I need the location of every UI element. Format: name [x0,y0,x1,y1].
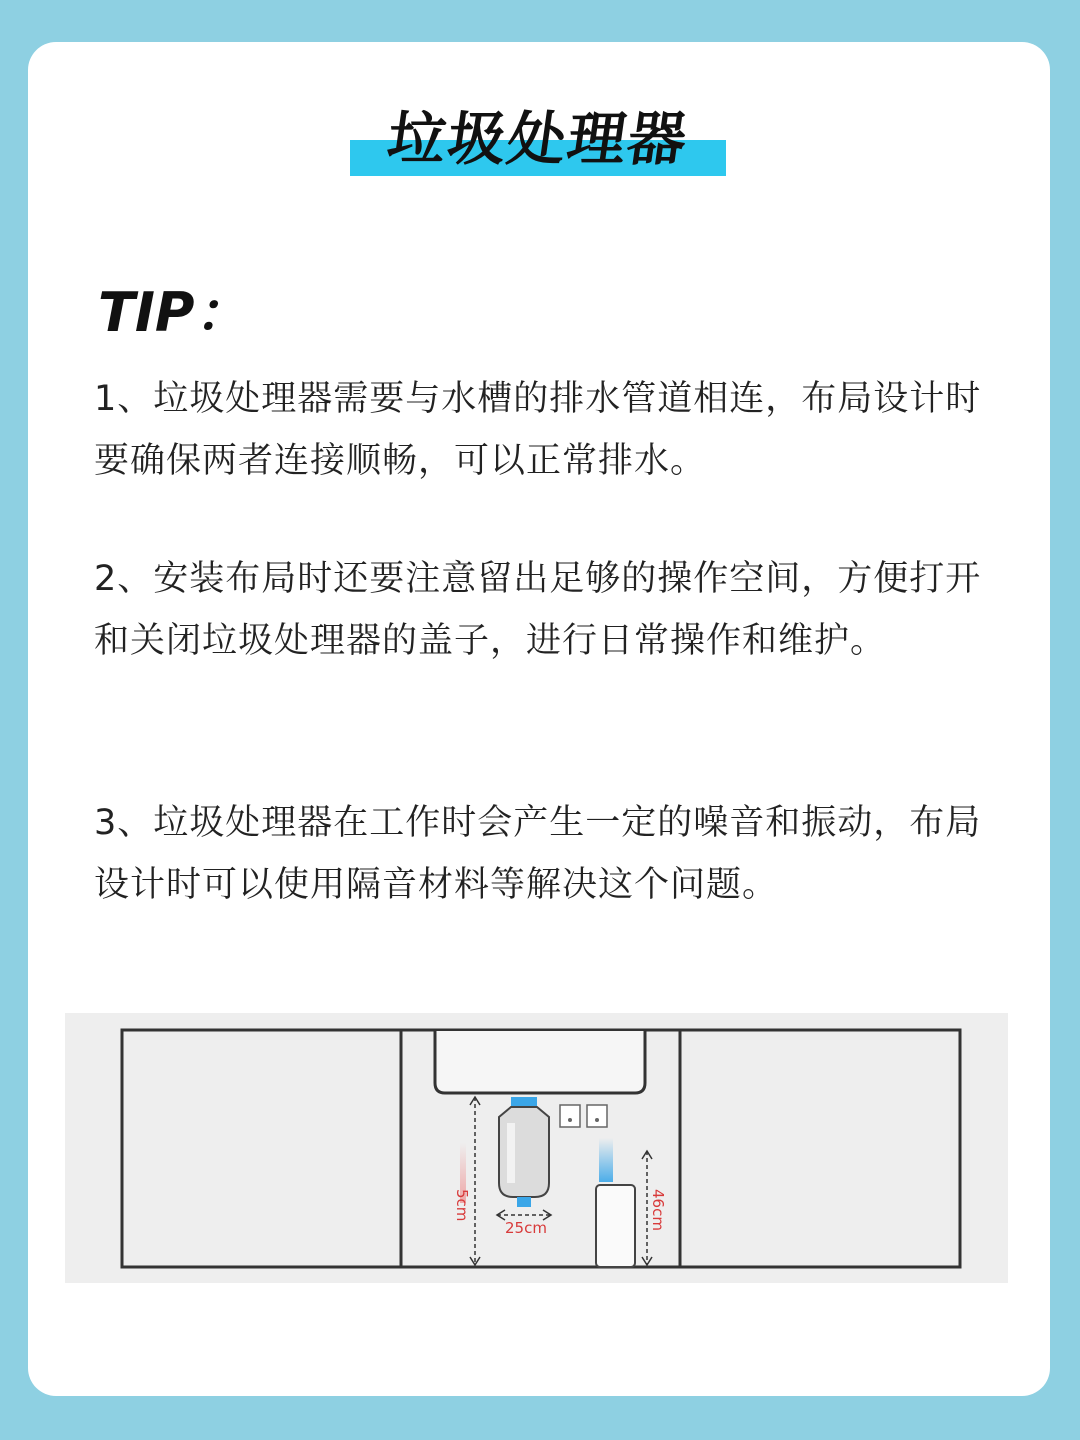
tip-paragraph-1: 1、垃圾处理器需要与水槽的排水管道相连，布局设计时要确保两者连接顺畅，可以正常排水。 [94,379,982,481]
power-socket-1 [560,1105,580,1127]
disposer-neck [511,1097,537,1107]
water-purifier [596,1185,635,1267]
power-socket-2 [587,1105,607,1127]
tip-paragraph-2: 2、安装布局时还要注意留出足够的操作空间，方便打开和关闭垃圾处理器的盖子，进行日常操作和维护。 [94,559,982,661]
water-pipe-glow [599,1138,613,1182]
disposer-outlet [517,1197,531,1207]
tip-label: TIP： [98,281,249,344]
title-block [350,104,726,176]
tip-paragraph-3: 3、垃圾处理器在工作时会产生一定的噪音和振动，布局设计时可以使用隔音材料等解决这个问题。 [94,803,982,905]
sink-basin [435,1031,645,1093]
width-label: 25cm [505,1219,547,1237]
disposer-highlight [507,1123,515,1183]
cabinet-diagram [65,1013,1008,1283]
height-label-left: 5cm [453,1189,471,1222]
height-label-right: 46cm [649,1189,667,1231]
cabinet-diagram-svg [65,1013,1008,1283]
content-card [28,42,1050,1396]
disposer-body [499,1107,549,1197]
right-cabinet [680,1030,960,1267]
left-cabinet [122,1030,401,1267]
page-title: 垃圾处理器 [383,105,693,173]
